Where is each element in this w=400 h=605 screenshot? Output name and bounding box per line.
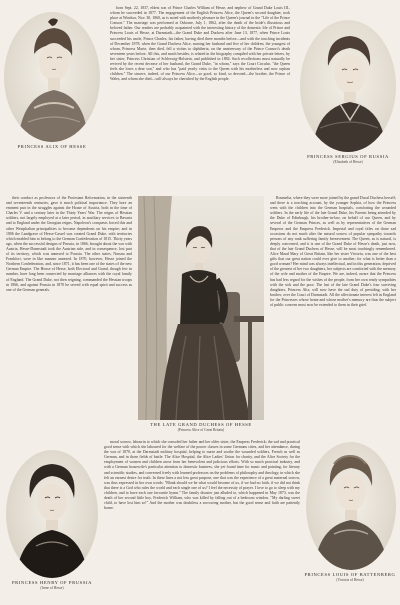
caption-louis-main: PRINCESS LOUIS OF BATTENBERG — [304, 572, 396, 577]
portrait-louis-image — [306, 442, 396, 570]
portrait-princess-louis — [306, 442, 396, 570]
caption-grand-duchess-main: THE LATE GRAND DUCHESS OF HESSE — [150, 422, 252, 427]
caption-sergius-sub: (Elizabeth of Hesse) — [333, 159, 363, 164]
portrait-princess-alix — [4, 12, 100, 142]
portrait-alix-image — [4, 12, 100, 142]
caption-louis — [300, 572, 400, 582]
paragraph-mid-left: their conduct as professors of the Protestant Reformation, in the sixteenth and seventeenth centuries, gave it much political importance. They bore an eminent part in the struggles against the House of Austria, both in the time of Charles V. and a century later in the Thirty Years' War. The reigns of Hessian soldiers, not largely employed at a later period, in auxiliary services to Bavaria and to England under the Georgian reigns. Napoleon's conquests forced this and other Westphalian principalities to become dependents on his empire; and in 1806 the Landgrave of Hesse-Cassel was created Grand Duke, with territories which enabled him to belong to the German Confederation of 1815. Thirty years ago, when the successful designs of Prussia, in 1866, brought about the war with Austria, Hesse-Darmstadt took the Austrian side, and in consequence, lost part of its territory, which was annexed to Prussia. The other states, Nassau and Frankfort, were in like manner annexed. In 1870, however, Hesse joined the Northern Confederation, and, since 1871, it has been one of the states of the new German Empire. The House of Hesse, both Electoral and Grand, though few in number, have long been connected by marriage alliances with the royal family of England. The Grand Duke, not then reigning, commanded the Hessian troops in 1866, and against Prussia in 1870 he served with equal spirit and success as one of the German generals. — [6, 196, 132, 292]
caption-henry-main: PRINCESS HENRY OF PRUSSIA — [11, 580, 93, 585]
caption-louis-sub: (Victoria of Hesse) — [336, 577, 364, 582]
caption-alix — [10, 144, 94, 149]
portrait-princess-henry — [6, 450, 98, 578]
portrait-henry-image — [6, 450, 98, 578]
paragraph-top-center: born Sept. 22, 1837, eldest son of Prince Charles William of Hesse, and nephew of Grand Duke Louis III., whom he succeeded in 1877. The engagement of the English Princess Alice, the Queen's second daughter, took place at Windsor, Nov. 30, 1860, as is noted with motherly pleasure in the Queen's journal in the "Life of the Prince Consort." The marriage was performed at Osborne, July 1, 1862, after the death of the bride's illustrious and beloved father. Our readers are probably acquainted with the interesting history of the domestic life of Prince and Princess Louis of Hesse, at Darmstadt—the Grand Duke and Duchess after June 13, 1877, when Prince Louis succeeded his uncle, Prince Charles, his father, having died three months before—and with the touching incidents of December 1878, when the Grand Duchess Alice, nursing her husband and five of her children, the youngest of whom, Princess Marie, then died, fell a victim to diphtheria, on the anniversary of the Prince Consort's death seventeen years before. All this, and much besides, is related in the biography compiled with her private letters, by her sister, Princess Christian of Schleswig-Holstein, and published in 1884. Such recollections must naturally be revived by the recent decease of her husband, the Grand Duke, "in whom," says the Court Circular, "the Queen feels she loses a dear son," and who has "paid yearly visits to the Queen with his motherless and now orphan children." The sincere, indeed, of our Princess Alice—so good, so kind, so devoted—the brother, the Prince of Wales, and whom she died—will always be cherished by the English people. — [110, 6, 290, 82]
caption-grand-duchess-sub: (Princess Alice of Great Britain) — [177, 427, 225, 432]
portrait-sergius-image — [300, 20, 396, 152]
portrait-princess-sergius — [300, 20, 396, 152]
paragraph-bottom-center: moral sorrow, labourin to which she consoled her father and her older sister, the Empress Frederick; the sad and practical good sense with which she laboured for the welfare of the poorer classes in some Germans cities, and her attendance, during the war of 1870, at the Darmstadt military hospital, helping to nurse and soothe the wounded soldiers, French as well as German, and in those fields of battle. The Alice Hospital, the Alice Ladies' Union for charity, and the Alice Society for the employment of women and children arose from her benevolent and judicious efforts. With so much practical industry, and with a German housewife's particular attention to domestic business, she yet found time for music and painting, for literary and scientific studies, and conversed freely with learned professors on the problems of philosophy and theology, in which she felt an earnest desire for truth. In these lines a not less great purpose, one that was the experience of a great maternal sorrow, was thus expressed in her own words: "Blank should we be what would become of us, if we had no faith, if we did not think that there is a God who rules the world and each single one of us? I feel the necessity of prayer. I love to go to sleep with my children, and to have each one favourite hymn." The family disaster just alluded to, which happened in May 1873, was the death of her second little boy, Frederick William, who was killed by falling out of a bedroom window. "My darling sweet child, to have lost him so!" And the mother was doubtless a sorrowing mother, but the good sense and faith are patiently borne. — [104, 440, 300, 511]
caption-sergius — [298, 154, 398, 164]
text-mid-left — [6, 196, 132, 444]
caption-sergius-main: PRINCESS SERGIUS OF RUSSIA — [307, 154, 389, 159]
caption-grand-duchess — [138, 422, 264, 432]
paragraph-mid-right: Roumelia, where they were more joined by the grand Ducal Duchess herself; and there is a touching account, by the younger Sophia, of how the Princess went with the children into the German hospitals, comforting the wounded soldiers. In the early life of the late Grand Duke, his Parents being attended by the Duke of Edinburgh, his brother-in-law, on behalf of our Queen, and by several of the German Princes, as well as by representatives of the German Emperor and the Empress Frederick. Imperial and royal titles on those sad occasions do not much alter the natural sorrow of popular sympathy towards persons of any rank suffering family bereavement. The Queen, as is natural, is deeply concerned, and it is one of the Grand Duke of Hesse's death, just now, that of the late Grand Duchess of Hesse, will be most touchingly remembered. Alice Maud Mary of Great Britain, like her sister Victoria, was one of the best gifts that our great nation could ever give to another; for what is better than a good woman? Her mind was always intellectual, and in this generation, deprived of the greatest of her two daughters, her subjects are comforted with the memory of the wife and mother of the Empire. We are, indeed, aware that the Princess has had less regard for the wishes of the people, from her own ready sympathies with the sick and the poor. The last of the late Grand Duke's four surviving daughters, Princess Alix, will now have the sad duty of presiding, with her brother, over the Court of Darmstadt. All the affectionate interest felt in England for the Princesses whose home and whose mother's memory are thus the subject of public concern must now be extended to them in their grief. — [270, 196, 396, 307]
text-top-center — [110, 6, 290, 192]
text-bottom-center — [104, 440, 300, 600]
portrait-grand-duchess — [138, 196, 264, 420]
text-mid-right — [270, 196, 396, 444]
caption-henry — [4, 580, 100, 590]
portrait-grand-duchess-image — [138, 196, 264, 420]
caption-henry-sub: (Irene of Hesse) — [40, 585, 64, 590]
caption-alix-main: PRINCESS ALIX OF HESSE — [17, 144, 87, 149]
